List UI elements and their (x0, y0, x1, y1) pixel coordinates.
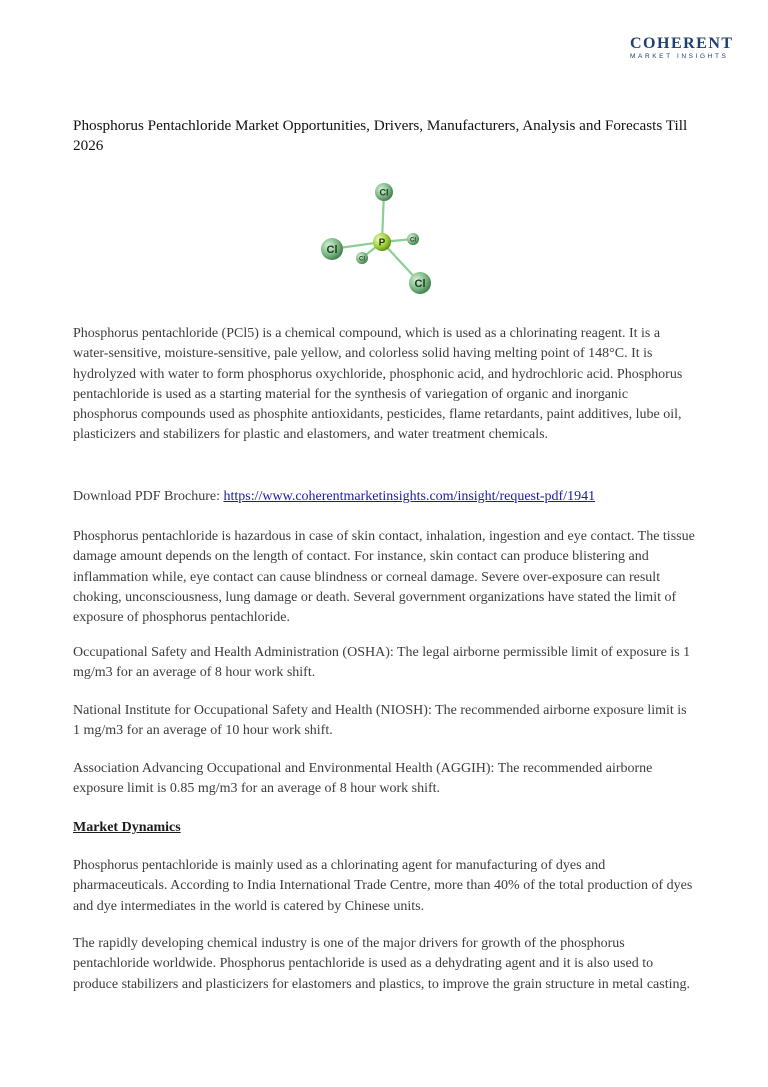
chlorine-label-top: Cl (379, 187, 389, 198)
chlorine-label-left: Cl (326, 244, 338, 256)
market-dynamics-heading: Market Dynamics (73, 820, 181, 835)
chlorine-label-right: Cl (410, 237, 416, 244)
osha-paragraph: Occupational Safety and Health Administration (OSHA): The legal airborne permissible limit of exposure is 1 mg/m3 for an average of 8 hour work shift. (73, 645, 691, 681)
aggih-paragraph: Association Advancing Occupational and Environmental Health (AGGIH): The recommended airborne exposure limit is 0.85 mg/m3 for an average of 8 hour work shift. (73, 761, 653, 797)
pcl5-molecule-image (310, 176, 450, 296)
download-line (73, 487, 695, 507)
niosh-paragraph: National Institute for Occupational Safety and Health (NIOSH): The recommended airborne exposure limit is 1 mg/m3 for an average of 10 hour work shift. (73, 703, 687, 739)
intro-paragraph: Phosphorus pentachloride (PCl5) is a chemical compound, which is used as a chlorinating reagent. It is a water-sensitive, moisture-sensitive, pale yellow, and colorless solid having melting point of 148°C. It is hydrolyzed with water to form phosphorus oxychloride, phosphonic acid, and hydrochloric acid. Phosphorus pentachloride is used as a starting material for the synthesis of variegation of organic and inorganic phosphorus compounds used as phosphite antioxidants, pesticides, flame retardants, paint additives, lube oil, plasticizers and stabilizers for plastic and elastomers, and water treatment chemicals. (73, 326, 683, 443)
page-title: Phosphorus Pentachloride Market Opportunities, Drivers, Manufacturers, Analysis and Forecasts Till 2026 (73, 117, 688, 154)
hazard-paragraph: Phosphorus pentachloride is hazardous in case of skin contact, inhalation, ingestion and eye contact. The tissue damage amount depends on the length of contact. For instance, skin contact can produce blistering and inflammation while, eye contact can cause blindness or corneal damage. Severe over-exposure can result choking, unconsciousness, lung damage or death. Several government organizations have stated the limit of exposure of phosphorus pentachloride. (73, 529, 695, 626)
phosphorus-label: P (378, 237, 386, 249)
market-dyes-paragraph: Phosphorus pentachloride is mainly used as a chlorinating agent for manufacturing of dyes and pharmaceuticals. According to India International Trade Centre, more than 40% of the total production of dyes and dye intermediates in the world is catered by Chinese units. (73, 858, 693, 914)
download-link[interactable]: https://www.coherentmarketinsights.com/insight/request-pdf/1941 (223, 489, 596, 504)
market-drivers-paragraph: The rapidly developing chemical industry is one of the major drivers for growth of the phosphorus pentachloride worldwide. Phosphorus pentachloride is used as a dehydrating agent and it is also used to produce stabilizers and plasticizers for elastomers and plastics, to improve the grain structure in metal casting. (73, 936, 690, 992)
company-logo (630, 35, 734, 60)
download-label: Download PDF Brochure: (73, 489, 224, 504)
logo-main-text: COHERENT (630, 35, 734, 52)
chlorine-label-front: Cl (359, 256, 365, 263)
logo-sub-text: MARKET INSIGHTS (630, 53, 729, 60)
chlorine-label-bottom: Cl (414, 278, 426, 290)
